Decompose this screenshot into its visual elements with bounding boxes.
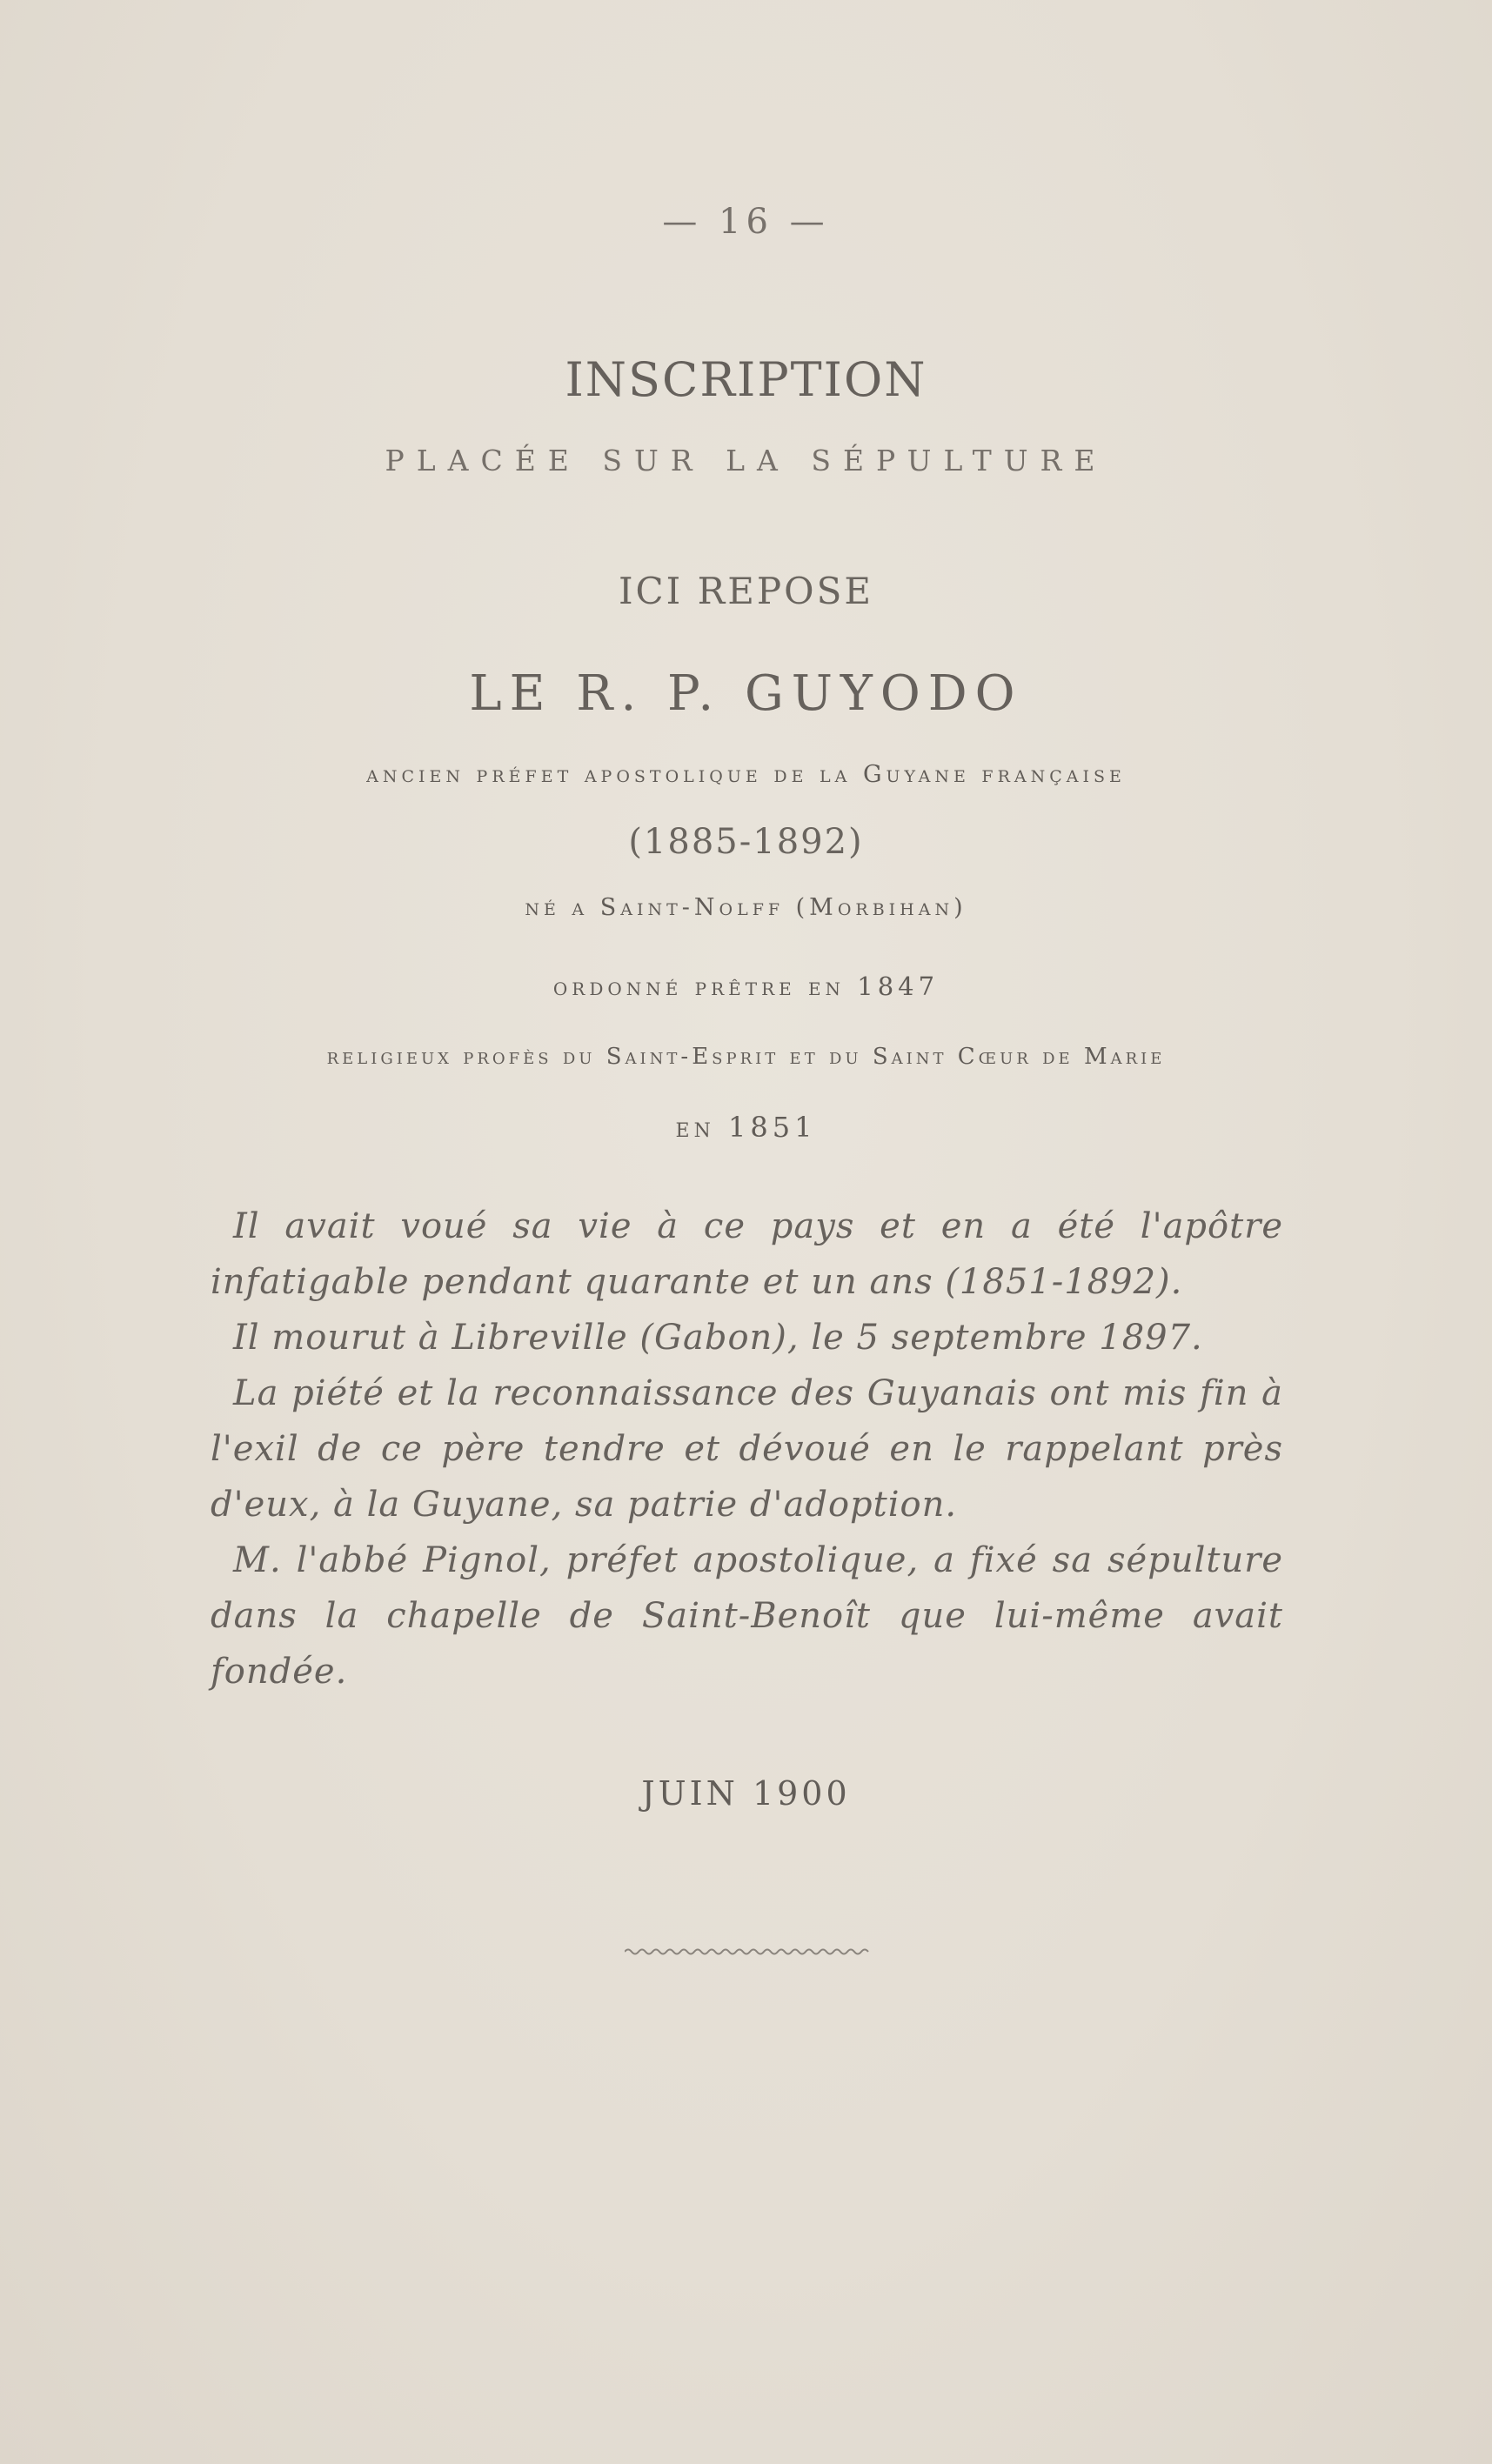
birth-line: né a Saint-Nolff (Morbihan) <box>525 894 967 921</box>
epitaph-paragraph: M. l'abbé Pignol, préfet apostolique, a fixé sa sépulture dans la chapelle de Saint-Benoît que lui-même avait fondée. <box>211 1540 1283 1692</box>
inscription-title: INSCRIPTION <box>565 352 927 407</box>
religious-profession-line: religieux profès du Saint-Esprit et du Saint Cœur de Marie <box>326 1044 1166 1070</box>
wavy-divider-ornament <box>625 1945 873 1959</box>
religious-profession-year: en 1851 <box>675 1111 817 1144</box>
ordination-line: ordonné prêtre en 1847 <box>552 972 940 1001</box>
epitaph-paragraph: Il avait voué sa vie à ce pays et en a été l'apôtre infatigable pendant quarante et un ans (1851-1892). <box>211 1206 1283 1302</box>
page-number: — 16 — <box>662 202 830 242</box>
epitaph-paragraph: Il mourut à Libreville (Gabon), le 5 septembre 1897. <box>233 1318 1203 1358</box>
epitaph-body <box>211 1199 1283 1699</box>
inscription-subtitle: PLACÉE SUR LA SÉPULTURE <box>385 444 1107 477</box>
here-lies-heading: ICI REPOSE <box>618 570 874 612</box>
deceased-name: LE R. P. GUYODO <box>469 665 1023 722</box>
prefect-dates: (1885-1892) <box>628 822 864 862</box>
prefect-line: ancien préfet apostolique de la Guyane française <box>366 761 1126 788</box>
epitaph-paragraph: La piété et la reconnaissance des Guyanais ont mis fin à l'exil de ce père tendre et dévoué en le rappelant près d'eux, à la Guyane, sa patrie d'adoption. <box>211 1373 1283 1525</box>
closing-date: JUIN 1900 <box>641 1774 851 1813</box>
